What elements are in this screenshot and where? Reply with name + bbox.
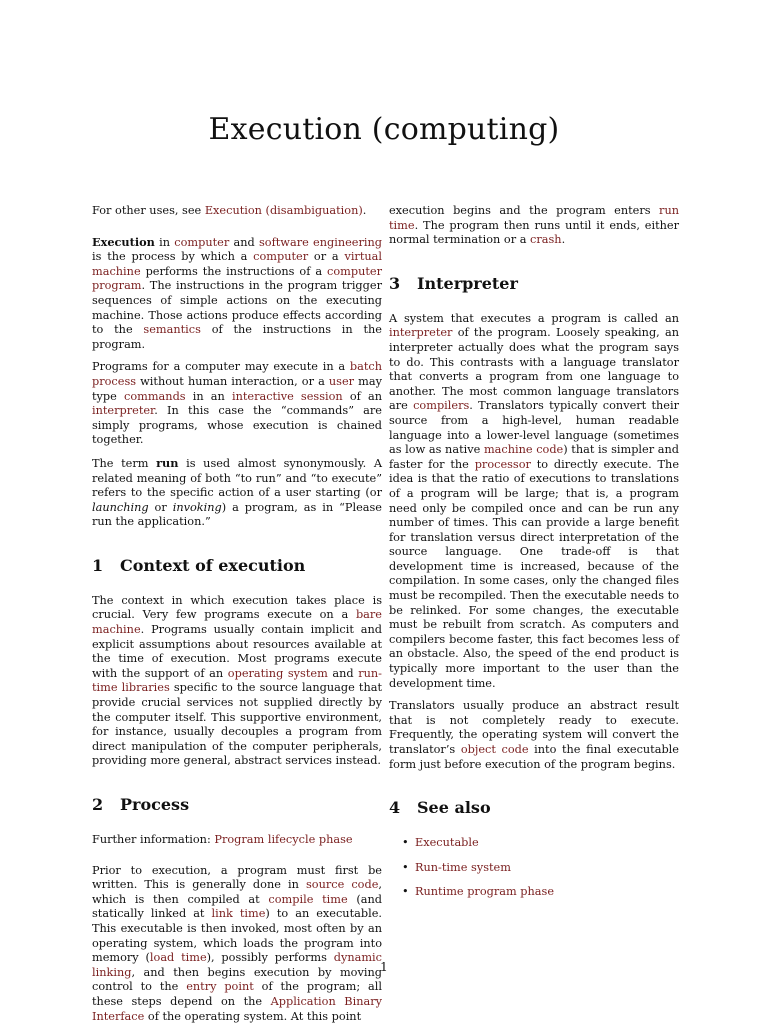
link-entry-point[interactable]: entry point: [186, 980, 254, 994]
link-software-engineering[interactable]: software engineering: [258, 235, 382, 249]
link-virtual-machine[interactable]: virtual machine: [92, 250, 382, 278]
further-information: Further information: Program lifecycle phase: [92, 833, 353, 846]
link-executable[interactable]: Executable: [415, 836, 479, 850]
section-heading-context: 1 Context of execution: [92, 555, 306, 575]
list-item: [389, 885, 679, 900]
link-processor[interactable]: processor: [474, 457, 531, 471]
intro-paragraph: The term run is used almost synonymously. A related meaning of both “to run” and “to execute” refers to the specific action of a user starting (or launching or invoking) a program, as in “Please run the application.”: [92, 455, 382, 529]
link-link-time[interactable]: link time: [211, 907, 266, 921]
bullet-icon: •: [402, 836, 409, 850]
link-program-lifecycle-phase[interactable]: Program lifecycle phase: [214, 833, 353, 846]
link-crash[interactable]: crash: [530, 233, 562, 247]
link-operating-system[interactable]: operating system: [227, 666, 328, 680]
page-number: 1: [380, 960, 388, 974]
page-title: Execution (computing): [208, 112, 560, 147]
section-heading-process: 2 Process: [92, 795, 190, 814]
intro-paragraph: Execution in computer and software engineering is the process by which a computer or a virtual machine performs the instructions of a computer program. The instructions in the program trigger sequences of simple actions on the executing machine. Those actions produce effects according to the semantics of the instructions in the program.: [92, 234, 382, 351]
link-dynamic-linking[interactable]: dynamic linking: [92, 951, 382, 979]
link-user[interactable]: user: [328, 374, 355, 388]
list-item: [389, 836, 679, 851]
link-commands[interactable]: commands: [124, 389, 186, 403]
link-application-binary-interface[interactable]: Application Binary Interface: [92, 994, 382, 1023]
bullet-icon: •: [402, 885, 409, 899]
link-source-code[interactable]: source code: [305, 878, 379, 892]
link-computer[interactable]: computer: [174, 235, 230, 249]
link-computer-2[interactable]: computer: [253, 250, 309, 264]
link-run-time-libraries[interactable]: run-time libraries: [92, 666, 382, 695]
link-runtime-program-phase[interactable]: Runtime program phase: [415, 885, 555, 899]
link-batch-process[interactable]: batch process: [92, 360, 382, 388]
link-interpreter[interactable]: interpreter: [92, 404, 155, 418]
link-run-time-system[interactable]: Run-time system: [415, 860, 511, 874]
disambiguation-link[interactable]: Execution (disambiguation): [204, 204, 363, 217]
link-machine-code[interactable]: machine code: [483, 443, 564, 457]
interpreter-paragraph: A system that executes a program is called an interpreter of the program. Loosely speaking, an interpreter actually does what the program says to do. This contrasts with a language translator that converts a program from one language to another. The most common language translators are compilers. Translators typically convert their source from a high-level, human readable language into a lower-level language (sometimes as low as native machine code) that is simpler and faster for the processor to directly execute. The idea is that the ratio of executions to translations of a program will be large; that is, a program need only be compiled once and can be run any number of times. This can provide a large benefit for translation versus direct interpretation of the source language. One trade-off is that development time is increased, because of the compilation. In some cases, only the changed files must be recompiled. Then the executable needs to be relinked. For some changes, the executable must be rebuilt from scratch. As computers and compilers become faster, this fact becomes less of an obstacle. Also, the speed of the end product is typically more important to the user than the development time.: [389, 311, 680, 690]
link-computer-program[interactable]: computer program: [92, 264, 382, 293]
left-column: [92, 204, 382, 1024]
link-object-code[interactable]: object code: [460, 743, 529, 756]
context-paragraph: The context in which execution takes place is crucial. Very few programs execute on a bare machine. Programs usually contain implicit and explicit assumptions about resources available at the time of execution. Most programs execute with the support of an operating system and run-time libraries specific to the source language that provide crucial services not supplied directly by the computer itself. This supportive environment, for instance, usually decouples a program from direct manipulation of the computer peripherals, providing more general, abstract services instead.: [92, 593, 382, 768]
link-run-time[interactable]: run time: [389, 204, 679, 232]
bullet-icon: •: [402, 860, 409, 874]
link-interpreter-2[interactable]: interpreter: [389, 326, 453, 340]
see-also-list: [389, 836, 679, 900]
interpreter-paragraph: Translators usually produce an abstract result that is not completely ready to execute. Frequently, the operating system will convert the translator’s object code into the final executable form just before execution of the program begins.: [389, 699, 679, 771]
process-continued-paragraph: execution begins and the program enters run time. The program then runs until it ends, either normal termination or a crash.: [389, 204, 679, 247]
link-load-time[interactable]: load time: [149, 951, 207, 965]
section-heading-see-also: 4 See also: [389, 798, 491, 818]
list-item: [389, 861, 679, 876]
intro-paragraph: Programs for a computer may execute in a batch process without human interaction, or a user may type commands in an interactive session of an interpreter. In this case the “commands” are simply programs, whose execution is chained together.: [92, 360, 382, 447]
link-interactive-session[interactable]: interactive session: [231, 389, 343, 403]
right-column: [389, 204, 679, 910]
link-compile-time[interactable]: compile time: [268, 892, 348, 906]
hatnote: For other uses, see Execution (disambiguation).: [92, 204, 367, 217]
link-bare-machine[interactable]: bare machine: [92, 608, 382, 637]
process-paragraph: Prior to execution, a program must first be written. This is generally done in source code, which is then compiled at compile time (and statically linked at link time) to an executable. This executable is then invoked, most often by an operating system, which loads the program into memory (load time), possibly performs dynamic linking, and then begins execution by moving control to the entry point of the program; all these steps depend on the Application Binary Interface of the operating system. At this point: [92, 863, 382, 1023]
link-semantics[interactable]: semantics: [143, 323, 201, 337]
link-compilers[interactable]: compilers: [413, 399, 470, 413]
section-heading-interpreter: 3 Interpreter: [389, 273, 518, 293]
